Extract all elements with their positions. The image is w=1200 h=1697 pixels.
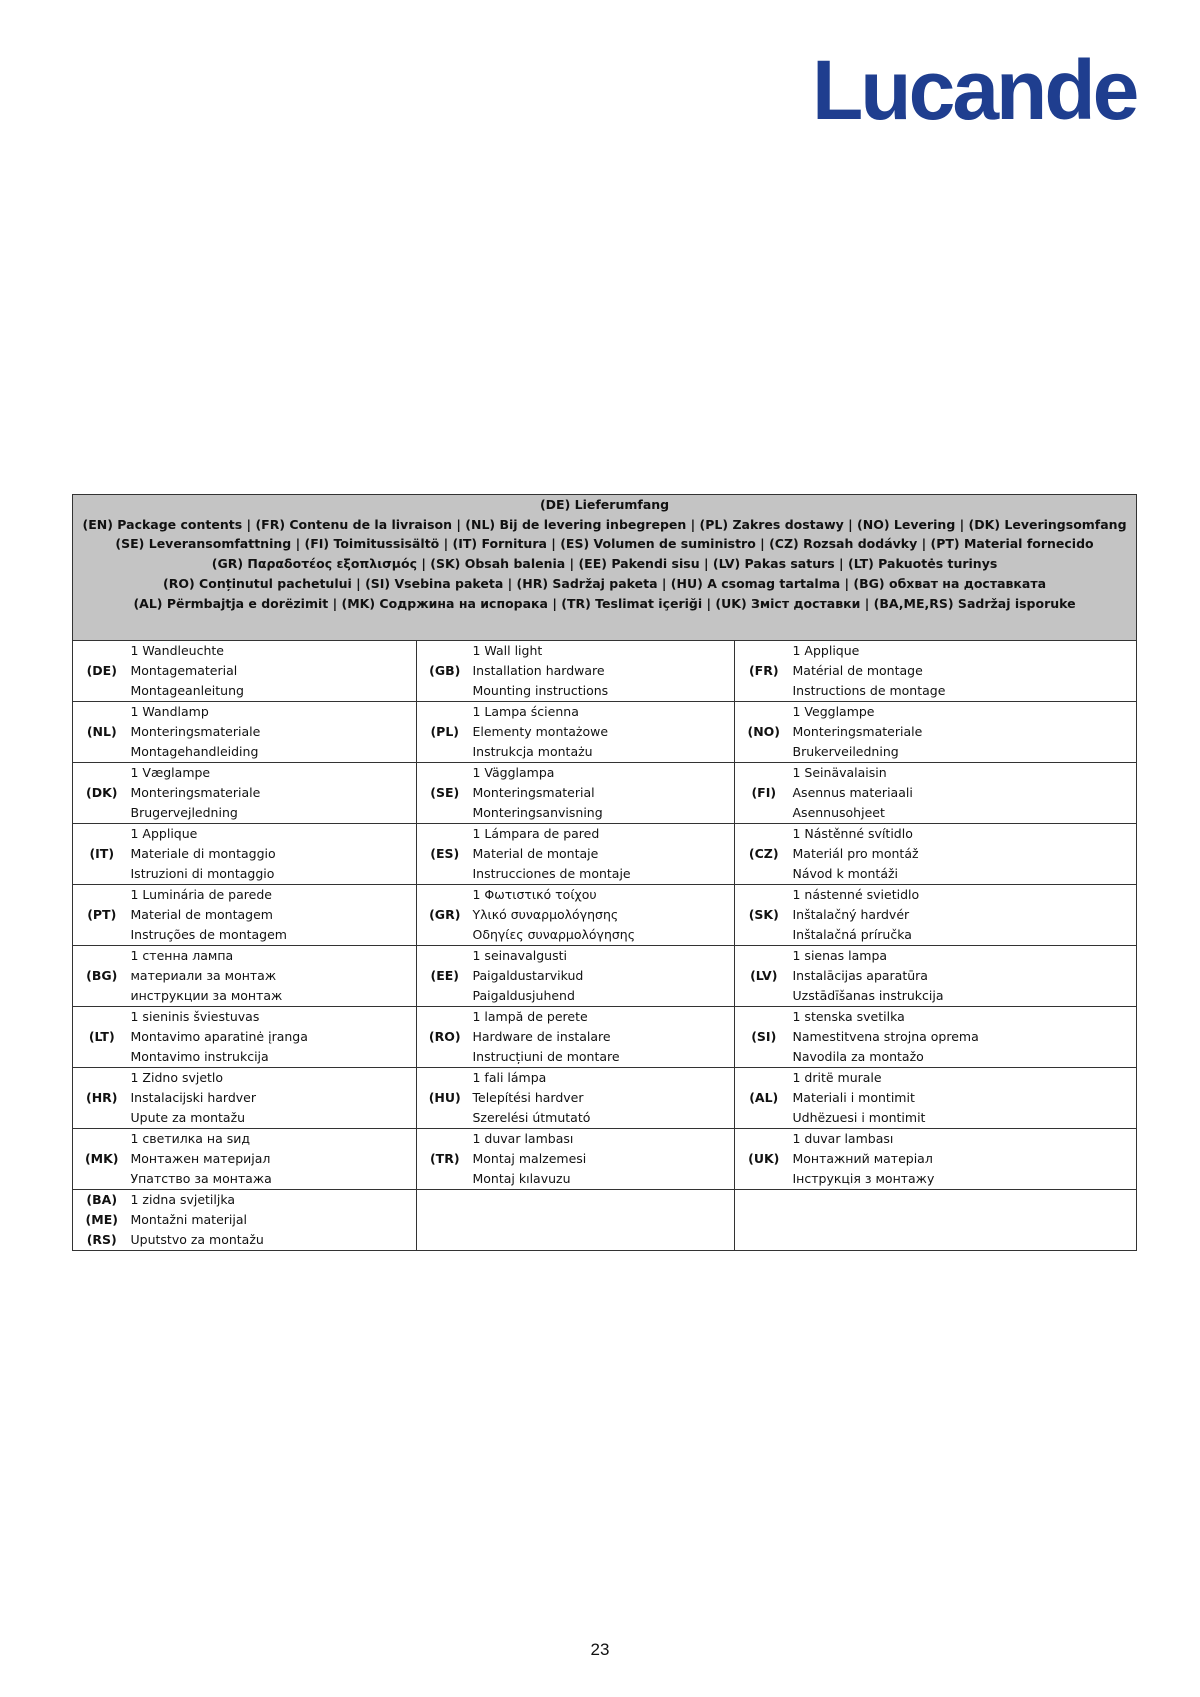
contents-item: Monteringsmateriale xyxy=(792,724,923,740)
table-row xyxy=(73,1007,1137,1068)
contents-item: 1 duvar lambası xyxy=(792,1131,894,1147)
empty-cell xyxy=(417,1190,735,1251)
contents-item: Instalācijas aparatūra xyxy=(792,968,928,984)
contents-item: 1 zidna svjetiljka xyxy=(130,1192,236,1208)
contents-cell xyxy=(793,885,1137,946)
contents-item: Material de montagem xyxy=(130,907,273,923)
contents-cell xyxy=(793,946,1137,1007)
contents-item: Hardware de instalare xyxy=(472,1029,611,1045)
language-code-cell xyxy=(735,1129,793,1190)
contents-item: Υλικό συναρμολόγησης xyxy=(472,907,619,923)
contents-item: Matérial de montage xyxy=(792,663,923,679)
language-code: (MK) xyxy=(84,1151,119,1167)
language-code: (LT) xyxy=(88,1029,115,1045)
contents-item: 1 Lampa ścienna xyxy=(472,704,579,720)
header-line: (DE) Lieferumfang xyxy=(539,497,670,512)
language-code-cell xyxy=(417,1068,473,1129)
language-code: (NO) xyxy=(747,724,780,740)
contents-item: Instrucciones de montaje xyxy=(472,865,631,881)
language-code: (IT) xyxy=(89,846,115,862)
contents-cell xyxy=(473,1007,735,1068)
contents-item: Installation hardware xyxy=(472,663,605,679)
contents-cell xyxy=(131,641,417,702)
language-code: (SE) xyxy=(430,785,460,801)
contents-item: 1 duvar lambası xyxy=(472,1131,574,1147)
contents-item: Montaj malzemesi xyxy=(472,1151,587,1167)
contents-item: Instrucțiuni de montare xyxy=(472,1048,620,1064)
contents-item: Οδηγίες συναρμολόγησης xyxy=(472,926,636,942)
contents-item: Asennus materiaali xyxy=(792,785,913,801)
language-code-cell xyxy=(417,763,473,824)
contents-item: Інструкція з монтажу xyxy=(792,1170,935,1186)
contents-item: Монтажен материјал xyxy=(130,1151,271,1167)
contents-item: Elementy montażowe xyxy=(472,724,609,740)
contents-item: Brukerveiledning xyxy=(792,743,899,759)
contents-item: Inštalačný hardvér xyxy=(792,907,910,923)
contents-item: 1 Luminária de parede xyxy=(130,887,272,903)
language-code: (FR) xyxy=(748,663,779,679)
header-line: (GR) Παραδοτέος εξοπλισμός | (SK) Obsah balenia | (EE) Pakendi sisu | (LV) Pakas saturs | (LT) Pakuotės turinys xyxy=(211,556,998,572)
contents-cell xyxy=(473,641,735,702)
contents-cell xyxy=(131,1129,417,1190)
contents-item: 1 светилка на ѕид xyxy=(130,1131,251,1147)
language-code: (GR) xyxy=(429,907,461,923)
contents-item: Material de montaje xyxy=(472,846,599,862)
language-code-cell xyxy=(735,641,793,702)
contents-item: Instructions de montage xyxy=(792,682,946,698)
empty-cell xyxy=(735,1190,1137,1251)
header-line: (EN) Package contents | (FR) Contenu de la livraison | (NL) Bij de levering inbegrepen | (PL) Zakres dostawy | (NO) Levering | (DK) Leveringsomfang xyxy=(82,516,1127,532)
language-code-cell xyxy=(735,824,793,885)
contents-cell xyxy=(793,641,1137,702)
language-code-cell xyxy=(73,702,131,763)
contents-item: 1 Wandlamp xyxy=(130,704,209,720)
language-code: (SI) xyxy=(751,1029,777,1045)
contents-item: 1 stenska svetilka xyxy=(792,1009,905,1025)
contents-item: Instrukcja montażu xyxy=(472,743,593,759)
language-code: (HR) xyxy=(85,1090,118,1106)
contents-item: Brugervejledning xyxy=(130,804,238,820)
language-code: (ME) xyxy=(85,1212,118,1228)
header-line: (SE) Leveransomfattning | (FI) Toimitussisältö | (IT) Fornitura | (ES) Volumen de suministro | (CZ) Rozsah dodávky | (PT) Material fornecido xyxy=(115,536,1094,552)
language-code: (CZ) xyxy=(748,846,779,862)
language-code-cell xyxy=(735,946,793,1007)
contents-item: Istruzioni di montaggio xyxy=(130,865,275,881)
language-code: (DK) xyxy=(86,785,118,801)
contents-item: Inštalačná príručka xyxy=(792,926,912,942)
language-code: (FI) xyxy=(751,785,777,801)
language-code-cell xyxy=(417,641,473,702)
contents-item: 1 Vägglampa xyxy=(472,765,555,781)
contents-item: Monteringsanvisning xyxy=(472,804,603,820)
contents-item: 1 Lámpara de pared xyxy=(472,826,600,842)
contents-item: Montaj kılavuzu xyxy=(472,1170,571,1186)
table-header-cell xyxy=(73,495,1137,641)
table-header-row xyxy=(73,495,1137,641)
language-code-cell xyxy=(735,885,793,946)
language-code: (PL) xyxy=(430,724,460,740)
contents-item: Упатство за монтажа xyxy=(130,1170,272,1186)
language-code: (GB) xyxy=(429,663,461,679)
contents-cell xyxy=(473,824,735,885)
table-row xyxy=(73,946,1137,1007)
language-code: (RO) xyxy=(428,1029,461,1045)
language-code-cell xyxy=(735,1068,793,1129)
contents-item: 1 Applique xyxy=(130,826,198,842)
contents-item: Monteringsmaterial xyxy=(472,785,595,801)
contents-cell xyxy=(473,1068,735,1129)
language-code-cell xyxy=(73,1129,131,1190)
contents-item: 1 sieninis šviestuvas xyxy=(130,1009,260,1025)
language-code-cell xyxy=(73,1190,131,1251)
contents-item: Navodila za montažo xyxy=(792,1048,924,1064)
page-number: 23 xyxy=(590,1640,610,1659)
package-contents-table xyxy=(72,494,1137,1251)
contents-item: Montavimo instrukcija xyxy=(130,1048,269,1064)
contents-cell xyxy=(473,1129,735,1190)
language-code-cell xyxy=(735,1007,793,1068)
contents-cell xyxy=(793,824,1137,885)
contents-item: 1 стенна лампа xyxy=(130,948,234,964)
contents-item: 1 seinavalgusti xyxy=(472,948,567,964)
contents-cell xyxy=(793,1129,1137,1190)
contents-item: Mounting instructions xyxy=(472,682,609,698)
language-code-cell xyxy=(417,885,473,946)
language-code: (UK) xyxy=(748,1151,780,1167)
language-code-cell xyxy=(735,763,793,824)
contents-item: 1 Vegglampe xyxy=(792,704,875,720)
contents-cell xyxy=(793,702,1137,763)
contents-item: Monteringsmateriale xyxy=(130,785,261,801)
language-code-cell xyxy=(73,946,131,1007)
contents-item: Materiale di montaggio xyxy=(130,846,276,862)
contents-item: 1 sienas lampa xyxy=(792,948,888,964)
language-code-cell xyxy=(73,641,131,702)
table-row xyxy=(73,641,1137,702)
language-code: (RS) xyxy=(86,1231,117,1247)
contents-item: Szerelési útmutató xyxy=(472,1109,591,1125)
header-line: (RO) Conținutul pachetului | (SI) Vsebina paketa | (HR) Sadržaj paketa | (HU) A csomag tartalma | (BG) обхват на доставката xyxy=(163,575,1047,591)
contents-item: 1 Zidno svjetlo xyxy=(130,1070,224,1086)
contents-item: Uzstādīšanas instrukcija xyxy=(792,987,944,1003)
contents-cell xyxy=(131,702,417,763)
language-code: (BG) xyxy=(86,968,118,984)
language-code: (NL) xyxy=(86,724,117,740)
language-code: (HU) xyxy=(428,1090,461,1106)
contents-cell xyxy=(473,763,735,824)
language-code-cell xyxy=(735,702,793,763)
contents-item: Montagematerial xyxy=(130,663,238,679)
contents-cell xyxy=(131,1007,417,1068)
contents-item: Montažni materijal xyxy=(130,1212,247,1228)
language-code: (EE) xyxy=(430,968,459,984)
language-code: (BA) xyxy=(86,1192,118,1208)
contents-cell xyxy=(793,1007,1137,1068)
language-code-cell xyxy=(417,946,473,1007)
contents-item: 1 lampă de perete xyxy=(472,1009,588,1025)
contents-item: Paigaldusjuhend xyxy=(472,987,575,1003)
language-code: (SK) xyxy=(748,907,779,923)
language-code: (LV) xyxy=(750,968,778,984)
contents-cell xyxy=(131,824,417,885)
contents-item: 1 Nástěnné svítidlo xyxy=(792,826,913,842)
contents-cell xyxy=(793,763,1137,824)
contents-cell xyxy=(131,885,417,946)
language-code: (DE) xyxy=(86,663,117,679)
contents-item: 1 Seinävalaisin xyxy=(792,765,887,781)
language-code-cell xyxy=(417,1129,473,1190)
language-code-cell xyxy=(73,1068,131,1129)
contents-item: инструкции за монтаж xyxy=(130,987,283,1003)
contents-item: Монтажний матеріал xyxy=(792,1151,933,1167)
contents-item: Montavimo aparatinė įranga xyxy=(130,1029,308,1045)
lucande-logo: Lucande xyxy=(812,43,1137,137)
table-row xyxy=(73,885,1137,946)
contents-item: Instalacijski hardver xyxy=(130,1090,256,1106)
contents-cell xyxy=(131,946,417,1007)
contents-item: Montageanleitung xyxy=(130,682,244,698)
contents-cell xyxy=(473,885,735,946)
contents-cell xyxy=(131,1190,417,1251)
contents-item: 1 dritë murale xyxy=(792,1070,882,1086)
contents-item: 1 Wall light xyxy=(472,643,543,659)
table-row xyxy=(73,702,1137,763)
contents-item: Paigaldustarvikud xyxy=(472,968,584,984)
contents-item: 1 Wandleuchte xyxy=(130,643,224,659)
table-row xyxy=(73,1190,1137,1251)
contents-item: Návod k montáži xyxy=(792,865,899,881)
language-code: (ES) xyxy=(430,846,460,862)
language-code-cell xyxy=(73,824,131,885)
contents-cell xyxy=(131,763,417,824)
language-code-cell xyxy=(417,824,473,885)
contents-item: Instruções de montagem xyxy=(130,926,287,942)
contents-cell xyxy=(473,946,735,1007)
language-code: (AL) xyxy=(749,1090,779,1106)
language-code: (TR) xyxy=(429,1151,460,1167)
language-code-cell xyxy=(417,702,473,763)
contents-item: Materiál pro montáž xyxy=(792,846,919,862)
contents-cell xyxy=(793,1068,1137,1129)
contents-item: Namestitvena strojna oprema xyxy=(792,1029,979,1045)
table-row xyxy=(73,1068,1137,1129)
table-row xyxy=(73,763,1137,824)
contents-item: Montagehandleiding xyxy=(130,743,259,759)
contents-item: 1 Applique xyxy=(792,643,860,659)
contents-cell xyxy=(131,1068,417,1129)
contents-cell xyxy=(473,702,735,763)
contents-item: Udhëzuesi i montimit xyxy=(792,1109,926,1125)
table-row xyxy=(73,1129,1137,1190)
contents-item: Upute za montažu xyxy=(130,1109,246,1125)
language-code: (PT) xyxy=(87,907,117,923)
header-line: (AL) Përmbajtja e dorëzimit | (MK) Содржина на испорака | (TR) Teslimat içeriği | (UK) Зміст доставки | (BA,ME,RS) Sadržaj isporuke xyxy=(133,595,1076,611)
contents-item: 1 Φωτιστικό τοίχου xyxy=(472,887,597,903)
contents-item: материали за монтаж xyxy=(130,968,277,984)
contents-item: Telepítési hardver xyxy=(472,1090,584,1106)
language-code-cell xyxy=(417,1007,473,1068)
contents-item: Monteringsmateriale xyxy=(130,724,261,740)
contents-item: Materiali i montimit xyxy=(792,1090,915,1106)
language-code-cell xyxy=(73,885,131,946)
language-code-cell xyxy=(73,1007,131,1068)
table-row xyxy=(73,824,1137,885)
contents-item: 1 fali lámpa xyxy=(472,1070,547,1086)
contents-item: 1 nástenné svietidlo xyxy=(792,887,920,903)
language-code-cell xyxy=(73,763,131,824)
contents-item: Uputstvo za montažu xyxy=(130,1231,264,1247)
contents-item: 1 Væglampe xyxy=(130,765,211,781)
contents-item: Asennusohjeet xyxy=(792,804,885,820)
